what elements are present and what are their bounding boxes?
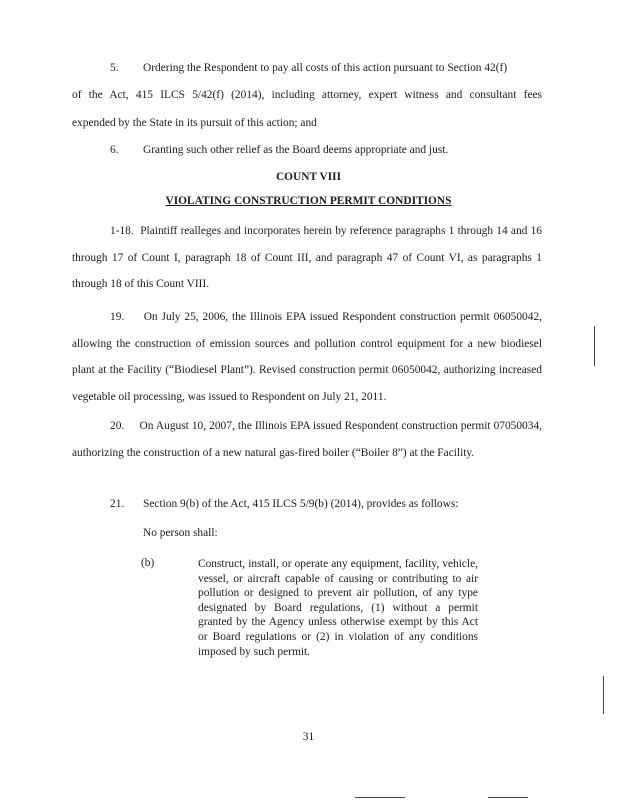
count-subtitle-text: VIOLATING CONSTRUCTION PERMIT CONDITIONS bbox=[165, 195, 452, 207]
para-5-line-1: Ordering the Respondent to pay all costs of this action pursuant to Section 42(f) bbox=[143, 62, 508, 74]
para-5-line-3: expended by the State in its pursuit of this action; and bbox=[72, 117, 317, 129]
para-21-number: 21. bbox=[110, 498, 125, 510]
para-1-18-text: Plaintiff realleges and incorporates herein by reference paragraphs 1 through 14 and 16 through 17 of Count I, paragraph 18 of Count III, and paragraph 47 of Count VI, as paragraphs 1 through 18 of this Count VIII. bbox=[72, 225, 542, 290]
para-6-text: Granting such other relief as the Board deems appropriate and just. bbox=[143, 144, 449, 156]
page-number: 31 bbox=[302, 731, 315, 743]
count-title: COUNT VIII bbox=[275, 171, 342, 183]
para-20 bbox=[72, 413, 542, 466]
scan-mark-right-lower bbox=[603, 676, 604, 714]
para-6-number: 6. bbox=[110, 144, 119, 156]
para-21-text: Section 9(b) of the Act, 415 ILCS 5/9(b) (2014), provides as follows: bbox=[143, 498, 459, 510]
scan-mark-bottom-1 bbox=[355, 797, 405, 798]
para-19-number: 19. bbox=[110, 311, 125, 323]
quote-text: Construct, install, or operate any equipment, facility, vehicle, vessel, or aircraft capable of causing or contributing to air pollution or designed to prevent air pollution, of any type designated by Board regulations, (1) without a permit granted by the Agency unless otherwise exempt by this Act or Board regulations or (2) in violation of any conditions imposed by such permit. bbox=[198, 558, 478, 658]
para-5-line-2: of the Act, 415 ILCS 5/42(f) (2014), including attorney, expert witness and consultant fees bbox=[72, 89, 542, 101]
scan-mark-right-upper bbox=[594, 326, 595, 366]
quote-intro: No person shall: bbox=[143, 527, 218, 539]
para-1-18 bbox=[72, 218, 542, 298]
para-19 bbox=[72, 304, 542, 410]
count-subtitle bbox=[0, 195, 617, 207]
para-19-text: On July 25, 2006, the Illinois EPA issued Respondent construction permit 06050042, allowing the construction of emission sources and pollution control equipment for a new biodiesel plant at the Facility (“Biodiesel Plant”). Revised construction permit 06050042, authorizing increased vegetable oil processing, was issued to Respondent on July 21, 2011. bbox=[72, 311, 542, 403]
para-5-number: 5. bbox=[110, 62, 119, 74]
para-20-text: On August 10, 2007, the Illinois EPA issued Respondent construction permit 07050034, authorizing the construction of a new natural gas-fired boiler (“Boiler 8”) at the Facility. bbox=[72, 420, 542, 459]
para-1-18-number: 1-18. bbox=[110, 225, 134, 237]
scan-mark-bottom-2 bbox=[488, 797, 528, 798]
quote-label: (b) bbox=[141, 557, 155, 569]
para-20-number: 20. bbox=[110, 420, 125, 432]
